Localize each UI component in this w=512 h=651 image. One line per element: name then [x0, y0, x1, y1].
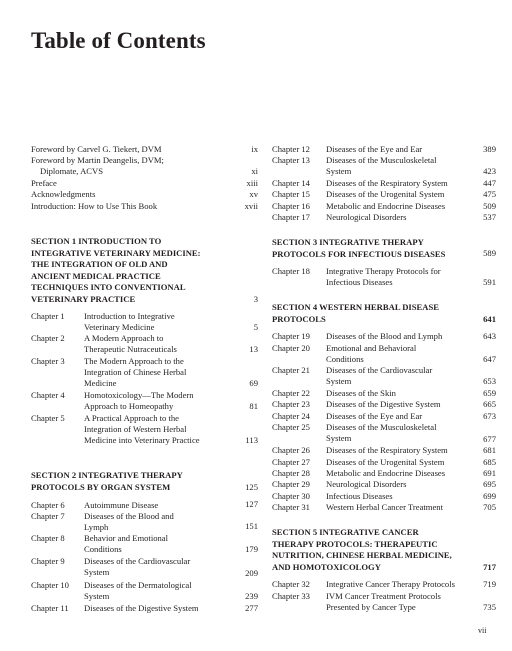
chapter-label: Chapter 13: [272, 155, 310, 165]
front-matter-entry: Preface: [31, 178, 57, 188]
section-4-heading: SECTION 4 WESTERN HERBAL DISEASE PROTOCOLS: [272, 302, 439, 324]
chapter-title: Western Herbal Cancer Treatment: [326, 502, 443, 512]
chapter-page: 151: [245, 521, 258, 531]
chapter-label: Chapter 24: [272, 411, 310, 421]
chapter-title: Integrative Cancer Therapy Protocols: [326, 579, 455, 589]
chapter-title-cont: Medicine into Veterinary Practice: [84, 435, 200, 445]
section-4-page: 641: [483, 314, 496, 324]
chapter-title: Introduction to Integrative: [84, 311, 175, 321]
chapter-title: Diseases of the Eye and Ear: [326, 144, 423, 154]
chapter-title: Autoimmune Disease: [84, 500, 159, 510]
chapter-page: 475: [483, 189, 496, 199]
chapter-label: Chapter 1: [31, 311, 65, 321]
chapter-page: 389: [483, 144, 496, 154]
chapter-label: Chapter 31: [272, 502, 310, 512]
page-title: Table of Contents: [31, 28, 206, 53]
chapter-page: 699: [483, 491, 496, 501]
chapter-title: IVM Cancer Treatment Protocols: [326, 591, 441, 601]
chapter-label: Chapter 28: [272, 468, 310, 478]
chapter-page: 209: [245, 568, 258, 578]
chapter-label: Chapter 33: [272, 591, 310, 601]
chapter-title: Homotoxicology—The Modern: [84, 390, 194, 400]
chapter-page: 5: [253, 322, 258, 332]
chapter-page: 113: [245, 435, 258, 445]
chapter-title: Diseases of the Digestive System: [326, 399, 441, 409]
chapter-title: Diseases of the Urogenital System: [326, 457, 445, 467]
front-matter-entry: Foreword by Carvel G. Tiekert, DVM: [31, 144, 162, 154]
chapter-label: Chapter 14: [272, 178, 310, 188]
chapter-title-cont: Veterinary Medicine: [84, 322, 155, 332]
chapter-title: Behavior and Emotional: [84, 533, 169, 543]
chapter-label: Chapter 10: [31, 580, 69, 590]
chapter-page: 695: [483, 479, 496, 489]
chapter-label: Chapter 19: [272, 331, 310, 341]
chapter-label: Chapter 15: [272, 189, 310, 199]
section-1-page: 3: [253, 294, 258, 304]
chapter-title-cont: System: [84, 591, 110, 601]
section-5-page: 717: [483, 562, 496, 572]
chapter-title: Integrative Therapy Protocols for: [326, 266, 441, 276]
chapter-title: Diseases of the Blood and Lymph: [326, 331, 443, 341]
chapter-page: 665: [483, 399, 496, 409]
chapter-page: 127: [245, 499, 258, 509]
chapter-title: Infectious Diseases: [326, 491, 393, 501]
chapter-label: Chapter 3: [31, 356, 65, 366]
chapter-title: Diseases of the Urogenital System: [326, 189, 445, 199]
front-matter-page: xv: [249, 189, 258, 199]
chapter-label: Chapter 5: [31, 413, 65, 423]
chapter-page: 643: [483, 331, 496, 341]
chapter-title-cont: Conditions: [84, 544, 122, 554]
chapter-label: Chapter 18: [272, 266, 310, 276]
chapter-title-cont: System: [326, 433, 352, 443]
chapter-title: A Practical Approach to the: [84, 413, 179, 423]
chapter-page: 673: [483, 411, 496, 421]
chapter-title: Diseases of the Blood and: [84, 511, 174, 521]
chapter-title: Diseases of the Skin: [326, 388, 396, 398]
chapter-page: 69: [249, 378, 258, 388]
chapter-page: 681: [483, 445, 496, 455]
chapter-label: Chapter 4: [31, 390, 65, 400]
chapter-title-cont: Approach to Homeopathy: [84, 401, 174, 411]
chapter-page: 591: [483, 277, 496, 287]
front-matter-page: ix: [251, 144, 258, 154]
front-matter-entry-cont: Diplomate, ACVS: [40, 166, 104, 176]
chapter-label: Chapter 11: [31, 603, 69, 613]
chapter-page: 179: [245, 544, 258, 554]
chapter-title: A Modern Approach to: [84, 333, 164, 343]
chapter-title-cont: Infectious Diseases: [326, 277, 393, 287]
front-matter-page: xi: [251, 166, 258, 176]
chapter-title-cont: Integration of Western Herbal: [84, 424, 187, 434]
chapter-label: Chapter 26: [272, 445, 310, 455]
chapter-page: 735: [483, 602, 496, 612]
chapter-label: Chapter 25: [272, 422, 310, 432]
section-3-heading: SECTION 3 INTEGRATIVE THERAPY PROTOCOLS FOR INFECTIOUS DISEASES: [272, 237, 446, 259]
chapter-page: 13: [249, 344, 258, 354]
chapter-label: Chapter 29: [272, 479, 310, 489]
chapter-title: Diseases of the Cardiovascular: [84, 556, 191, 566]
front-matter-entry: Foreword by Martin Deangelis, DVM;: [31, 155, 164, 165]
section-2-heading: SECTION 2 INTEGRATIVE THERAPY PROTOCOLS BY ORGAN SYSTEM: [31, 470, 183, 492]
chapter-label: Chapter 17: [272, 212, 310, 222]
chapter-title: Diseases of the Musculoskeletal: [326, 155, 437, 165]
chapter-page: 277: [245, 603, 258, 613]
chapter-label: Chapter 32: [272, 579, 310, 589]
section-3-page: 589: [483, 248, 496, 258]
chapter-title-cont: System: [326, 376, 352, 386]
chapter-page: 647: [483, 354, 496, 364]
chapter-title-cont: Presented by Cancer Type: [326, 602, 416, 612]
chapter-label: Chapter 30: [272, 491, 310, 501]
chapter-title-cont: Therapeutic Nutraceuticals: [84, 344, 177, 354]
chapter-label: Chapter 20: [272, 343, 310, 353]
chapter-label: Chapter 12: [272, 144, 310, 154]
page-number: vii: [478, 626, 487, 635]
chapter-page: 81: [249, 401, 258, 411]
chapter-title: Emotional and Behavioral: [326, 343, 417, 353]
chapter-title-cont: System: [326, 166, 352, 176]
chapter-title: Neurological Disorders: [326, 479, 407, 489]
section-5-heading: SECTION 5 INTEGRATIVE CANCER THERAPY PROTOCOLS: THERAPEUTIC NUTRITION, CHINESE HERBAL MEDICINE, AND HOMOTOXICOLOGY: [272, 527, 452, 572]
section-2-page: 125: [245, 482, 258, 492]
section-1-heading: SECTION 1 INTRODUCTION TO INTEGRATIVE VETERINARY MEDICINE: THE INTEGRATION OF OLD AND ANCIENT MEDICAL PRACTICE TECHNIQUES INTO CONVENTIONAL VETERINARY PRACTICE: [31, 236, 201, 304]
chapter-title: Diseases of the Respiratory System: [326, 445, 448, 455]
chapter-label: Chapter 8: [31, 533, 65, 543]
chapter-title: Diseases of the Cardiovascular: [326, 365, 433, 375]
chapter-title: Diseases of the Eye and Ear: [326, 411, 423, 421]
chapter-title: Diseases of the Respiratory System: [326, 178, 448, 188]
chapter-label: Chapter 6: [31, 500, 65, 510]
chapter-title-cont: System: [84, 567, 110, 577]
chapter-label: Chapter 16: [272, 201, 310, 211]
chapter-page: 509: [483, 201, 496, 211]
chapter-label: Chapter 21: [272, 365, 310, 375]
chapter-page: 685: [483, 457, 496, 467]
chapter-page: 719: [483, 579, 496, 589]
chapter-page: 423: [483, 166, 496, 176]
chapter-label: Chapter 2: [31, 333, 65, 343]
chapter-title: Diseases of the Dermatological: [84, 580, 192, 590]
chapter-title: Metabolic and Endocrine Diseases: [326, 201, 446, 211]
chapter-label: Chapter 9: [31, 556, 65, 566]
chapter-title: Diseases of the Digestive System: [84, 603, 199, 613]
chapter-page: 705: [483, 502, 496, 512]
chapter-title: Metabolic and Endocrine Diseases: [326, 468, 446, 478]
chapter-label: Chapter 23: [272, 399, 310, 409]
chapter-label: Chapter 27: [272, 457, 310, 467]
chapter-title-cont: Integration of Chinese Herbal: [84, 367, 187, 377]
front-matter-page: xiii: [246, 178, 258, 188]
chapter-page: 537: [483, 212, 496, 222]
chapter-title: Neurological Disorders: [326, 212, 407, 222]
chapter-page: 653: [483, 376, 496, 386]
chapter-title: Diseases of the Musculoskeletal: [326, 422, 437, 432]
chapter-title-cont: Conditions: [326, 354, 364, 364]
front-matter-entry: Acknowledgments: [31, 189, 96, 199]
chapter-page: 239: [245, 591, 258, 601]
front-matter-page: xvii: [244, 201, 258, 211]
chapter-label: Chapter 22: [272, 388, 310, 398]
chapter-title: The Modern Approach to the: [84, 356, 184, 366]
front-matter-entry: Introduction: How to Use This Book: [31, 201, 158, 211]
chapter-title-cont: Medicine: [84, 378, 117, 388]
chapter-page: 447: [483, 178, 496, 188]
chapter-label: Chapter 7: [31, 511, 65, 521]
chapter-page: 677: [483, 434, 496, 444]
chapter-page: 659: [483, 388, 496, 398]
chapter-title-cont: Lymph: [84, 522, 109, 532]
chapter-page: 691: [483, 468, 496, 478]
